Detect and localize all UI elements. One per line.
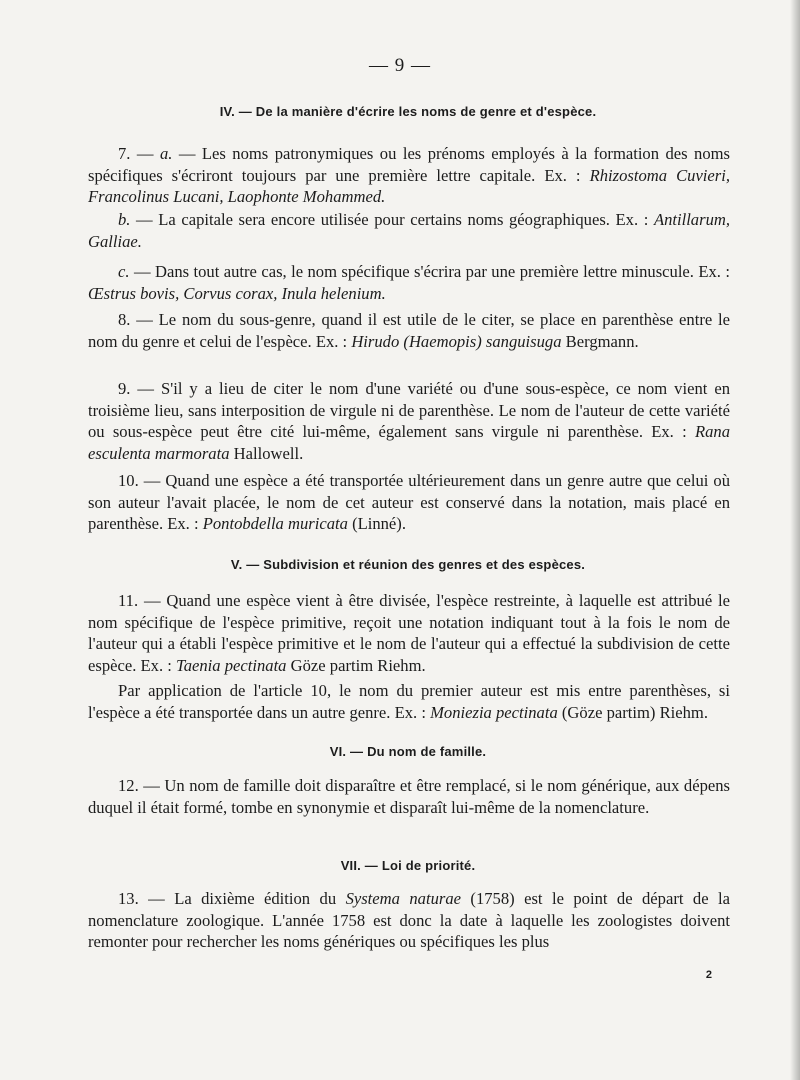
section-heading-vii: VII. — Loi de priorité. [340, 858, 476, 873]
sheet-signature-mark: 2 [705, 969, 712, 981]
section-heading-v: V. — Subdivision et réunion des genres et des espèces. [230, 557, 586, 572]
paragraph-11: 11. — Quand une espèce vient à être divisée, l'espèce restreinte, à laquelle est attribué le nom spécifique de l'espèce primitive, reçoit une notation indiquant tout à la fois le nom de l'auteur qui a établi l'espèce primitive et le nom de l'auteur qui a effectué la subdivision de cette espèce. Ex. : Taenia pectinata Göze partim Riehm. [88, 591, 730, 675]
paragraph-7c: c. — Dans tout autre cas, le nom spécifique s'écrira par une première lettre minuscule. Ex. : Œstrus bovis, Corvus corax, Inula helenium. [88, 262, 730, 303]
page-number: — 9 — [369, 55, 431, 76]
paragraph-13: 13. — La dixième édition du Systema naturae (1758) est le point de départ de la nomenclature zoologique. L'année 1758 est donc la date à laquelle les zoologistes doivent remonter pour rechercher les noms génériques ou spécifiques les plus [88, 889, 730, 951]
section-heading-iv: IV. — De la manière d'écrire les noms de genre et d'espèce. [219, 104, 597, 119]
paragraph-7b: b. — La capitale sera encore utilisée pour certains noms géographiques. Ex. : Antillarum, Galliae. [88, 210, 730, 251]
paragraph-7a: 7. — a. — Les noms patronymiques ou les prénoms employés à la formation des noms spécifiques s'écriront toujours par une première lettre capitale. Ex. : Rhizostoma Cuvieri, Francolinus Lucani, Laophonte Mohammed. [88, 144, 731, 206]
paragraph-12: 12. — Un nom de famille doit disparaître et être remplacé, si le nom générique, aux dépens duquel il était formé, tombe en synonymie et disparaît lui-même de la nomenclature. [88, 776, 730, 817]
page-edge-shadow [790, 0, 800, 1080]
section-heading-vi: VI. — Du nom de famille. [329, 744, 487, 759]
paragraph-9: 9. — S'il y a lieu de citer le nom d'une variété ou d'une sous-espèce, ce nom vient en troisième lieu, sans interposition de virgule ni de parenthèse. Le nom de l'auteur de cette variété ou sous-espèce peut être cité lui-même, également sans virgule ni parenthèse. Ex. : Rana esculenta marmorata Hallowell. [88, 379, 730, 463]
paragraph-8: 8. — Le nom du sous-genre, quand il est utile de le citer, se place en parenthèse entre le nom du genre et celui de l'espèce. Ex. : Hirudo (Haemopis) sanguisuga Bergmann. [88, 310, 730, 351]
paragraph-10: 10. — Quand une espèce a été transportée ultérieurement dans un genre autre que celui où son auteur l'avait placée, le nom de cet auteur est conservé dans la notation, mais placé en parenthèse. Ex. : Pontobdella muricata (Linné). [88, 471, 730, 533]
paragraph-11-application: Par application de l'article 10, le nom du premier auteur est mis entre parenthèses, si l'espèce a été transportée dans un autre genre. Ex. : Moniezia pectinata (Göze partim) Riehm. [88, 681, 730, 722]
